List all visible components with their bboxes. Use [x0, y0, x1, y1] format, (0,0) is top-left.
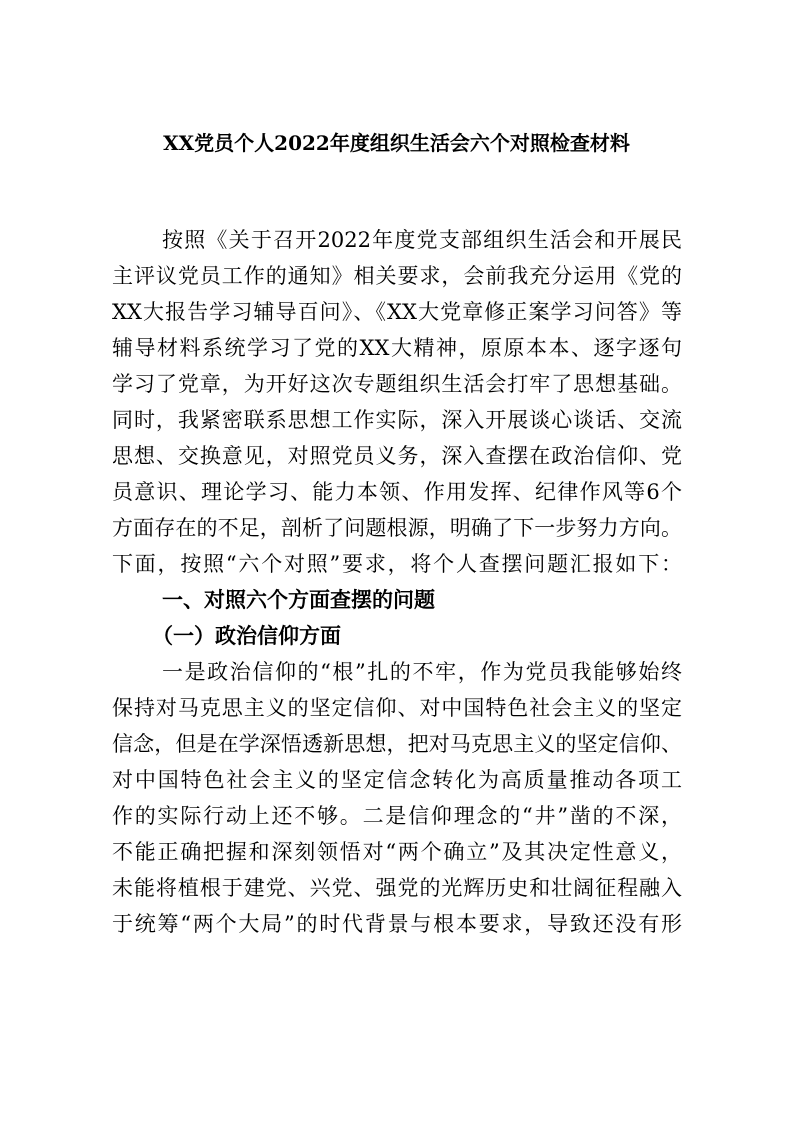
paragraph-2-line-2: 保持对马克思主义的坚定信仰、对中国特色社会主义的坚定 — [112, 696, 682, 720]
paragraph-1-line-9: 方面存在的不足，剖析了问题根源，明确了下一步努力方向。 — [112, 516, 682, 540]
paragraph-1-line-5: 学习了党章，为开好这次专题组织生活会打牢了思想基础。 — [112, 372, 682, 396]
section-heading: 一、对照六个方面查摆的问题 — [162, 587, 435, 612]
paragraph-1-line-4: 辅导材料系统学习了党的XX大精神，原原本本、逐字逐句 — [112, 336, 682, 360]
paragraph-2-line-1: 一是政治信仰的“根”扎的不牢，作为党员我能够始终 — [162, 660, 682, 684]
paragraph-1-line-3: XX大报告学习辅导百问》、《XX大党章修正案学习问答》等 — [112, 300, 682, 324]
paragraph-2-line-6: 不能正确把握和深刻领悟对“两个确立”及其决定性意义， — [112, 840, 682, 864]
subsection-heading: （一）政治信仰方面 — [152, 623, 341, 648]
paragraph-1-line-7: 思想、交换意见，对照党员义务，深入查摆在政治信仰、党 — [112, 444, 682, 468]
paragraph-1-line-1: 按照《关于召开2022年度党支部组织生活会和开展民 — [162, 228, 682, 252]
paragraph-1-line-8: 员意识、理论学习、能力本领、作用发挥、纪律作风等6个 — [112, 480, 682, 504]
paragraph-1-line-6: 同时，我紧密联系思想工作实际，深入开展谈心谈话、交流 — [112, 408, 682, 432]
paragraph-2-line-3: 信念，但是在学深悟透新思想，把对马克思主义的坚定信仰、 — [112, 732, 682, 756]
paragraph-2-line-5: 作的实际行动上还不够。二是信仰理念的“井”凿的不深， — [112, 804, 682, 828]
document-title: XX党员个人2022年度组织生活会六个对照检查材料 — [163, 131, 630, 155]
paragraph-2-line-8: 于统筹“两个大局”的时代背景与根本要求，导致还没有形 — [112, 912, 682, 936]
paragraph-1-line-10: 下面，按照“六个对照”要求，将个人查摆问题汇报如下： — [112, 552, 682, 576]
paragraph-1-line-2: 主评议党员工作的通知》相关要求，会前我充分运用《党的 — [112, 264, 682, 288]
paragraph-2-line-4: 对中国特色社会主义的坚定信念转化为高质量推动各项工 — [112, 768, 682, 792]
paragraph-2-line-7: 未能将植根于建党、兴党、强党的光辉历史和壮阔征程融入 — [112, 876, 682, 900]
